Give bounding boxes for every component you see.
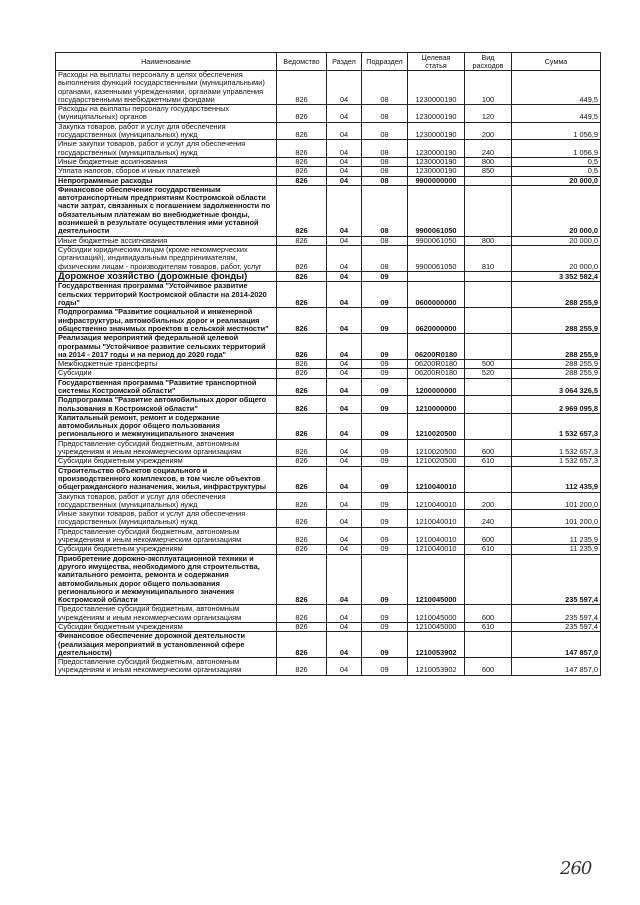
cell-name: Государственная программа "Развитие транспортной системы Костромской области": [56, 378, 277, 396]
cell-name: Предоставление субсидий бюджетным, автономным учреждениям и иным некоммерческим организациям: [56, 658, 277, 676]
cell-sum: 20 000,0: [512, 185, 601, 236]
cell-target: 1210040010: [408, 510, 465, 528]
cell-dept: 826: [277, 510, 327, 528]
cell-sum: 101 200,0: [512, 510, 601, 528]
cell-subsection: 09: [362, 527, 408, 545]
cell-name: Иные закупки товаров, работ и услуг для обеспечения государственных (муниципальных) нужд: [56, 140, 277, 158]
cell-sum: 235 597,4: [512, 623, 601, 632]
header-section: Раздел: [327, 53, 362, 71]
cell-target: 1230000190: [408, 71, 465, 105]
cell-target: 1200000000: [408, 378, 465, 396]
cell-target: 1210040010: [408, 527, 465, 545]
cell-target: [408, 271, 465, 282]
cell-subsection: 09: [362, 632, 408, 658]
cell-type: 850: [465, 167, 512, 176]
cell-section: 04: [327, 632, 362, 658]
cell-name: Иные закупки товаров, работ и услуг для обеспечения государственных (муниципальных) нужд: [56, 510, 277, 528]
cell-section: 04: [327, 122, 362, 140]
cell-type: [465, 413, 512, 439]
cell-sum: 20 000,0: [512, 245, 601, 271]
table-row: [56, 527, 601, 545]
cell-target: 9900000000: [408, 176, 465, 185]
header-dept: Ведомство: [277, 53, 327, 71]
cell-section: 04: [327, 71, 362, 105]
cell-name: Дорожное хозяйство (дорожные фонды): [56, 271, 277, 282]
cell-section: 04: [327, 492, 362, 510]
cell-dept: 826: [277, 492, 327, 510]
table-row: [56, 105, 601, 123]
table-row: [56, 457, 601, 466]
cell-subsection: 09: [362, 510, 408, 528]
cell-dept: 826: [277, 360, 327, 369]
cell-section: 04: [327, 413, 362, 439]
cell-subsection: 08: [362, 105, 408, 123]
table-header-row: [56, 53, 601, 71]
cell-type: [465, 378, 512, 396]
cell-type: 610: [465, 457, 512, 466]
cell-dept: 826: [277, 413, 327, 439]
cell-target: 0620000000: [408, 308, 465, 334]
cell-target: 0600000000: [408, 282, 465, 308]
cell-section: 04: [327, 554, 362, 605]
cell-section: 04: [327, 658, 362, 676]
cell-dept: 826: [277, 439, 327, 457]
cell-sum: 1 532 657,3: [512, 413, 601, 439]
cell-dept: 826: [277, 623, 327, 632]
cell-name: Субсидии бюджетным учреждениям: [56, 545, 277, 554]
cell-sum: 112 435,9: [512, 466, 601, 492]
cell-dept: 826: [277, 245, 327, 271]
cell-sum: 3 352 582,4: [512, 271, 601, 282]
cell-target: 1230000190: [408, 157, 465, 166]
cell-target: 06200R0180: [408, 369, 465, 378]
cell-dept: 826: [277, 167, 327, 176]
cell-subsection: 09: [362, 334, 408, 360]
cell-subsection: 08: [362, 245, 408, 271]
cell-target: 1210045000: [408, 623, 465, 632]
cell-subsection: 09: [362, 396, 408, 414]
cell-name: Подпрограмма "Развитие социальной и инженерной инфраструктуры, автомобильных дорог и реализация общественно значимых проектов в сельской местности": [56, 308, 277, 334]
cell-type: 810: [465, 245, 512, 271]
table-row: [56, 360, 601, 369]
cell-dept: 826: [277, 605, 327, 623]
cell-section: 04: [327, 236, 362, 245]
table-row: [56, 334, 601, 360]
cell-subsection: 09: [362, 554, 408, 605]
cell-sum: 288 255,9: [512, 282, 601, 308]
cell-dept: 826: [277, 122, 327, 140]
cell-name: Иные бюджетные ассигнования: [56, 157, 277, 166]
cell-sum: 0,5: [512, 157, 601, 166]
cell-dept: 826: [277, 396, 327, 414]
cell-sum: 449,5: [512, 105, 601, 123]
cell-type: 800: [465, 236, 512, 245]
cell-type: 800: [465, 157, 512, 166]
cell-dept: 826: [277, 105, 327, 123]
cell-section: 04: [327, 623, 362, 632]
cell-type: [465, 271, 512, 282]
cell-subsection: 08: [362, 167, 408, 176]
cell-name: Капитальный ремонт, ремонт и содержание автомобильных дорог общего пользования регионального и межмуниципального значения: [56, 413, 277, 439]
cell-dept: 826: [277, 334, 327, 360]
cell-target: 9900061050: [408, 245, 465, 271]
table-row: [56, 185, 601, 236]
table-row: [56, 554, 601, 605]
table-row: [56, 167, 601, 176]
cell-dept: 826: [277, 466, 327, 492]
cell-section: 04: [327, 605, 362, 623]
cell-name: Финансовое обеспечение государственным автотранспортным предприятиям Костромской области части затрат, связанных с погашением задолженности по обязательным платежам во внебюджетные фонды, возникшей в результате осуществления ими уставной деятельности: [56, 185, 277, 236]
cell-dept: 826: [277, 271, 327, 282]
table-row: [56, 545, 601, 554]
cell-target: 1210053902: [408, 632, 465, 658]
cell-dept: 826: [277, 185, 327, 236]
cell-type: 120: [465, 105, 512, 123]
cell-dept: 826: [277, 140, 327, 158]
cell-section: 04: [327, 334, 362, 360]
cell-type: 600: [465, 439, 512, 457]
cell-section: 04: [327, 360, 362, 369]
table-row: [56, 658, 601, 676]
cell-type: 200: [465, 492, 512, 510]
cell-subsection: 08: [362, 176, 408, 185]
cell-subsection: 09: [362, 271, 408, 282]
cell-subsection: 09: [362, 623, 408, 632]
table-row: [56, 245, 601, 271]
table-row: [56, 413, 601, 439]
header-sum: Сумма: [512, 53, 601, 71]
cell-section: 04: [327, 378, 362, 396]
cell-section: 04: [327, 185, 362, 236]
cell-type: 600: [465, 658, 512, 676]
cell-sum: 288 255,9: [512, 334, 601, 360]
cell-sum: 2 969 095,8: [512, 396, 601, 414]
cell-subsection: 08: [362, 236, 408, 245]
cell-dept: 826: [277, 527, 327, 545]
cell-dept: 826: [277, 157, 327, 166]
table-row: [56, 176, 601, 185]
cell-subsection: 09: [362, 457, 408, 466]
cell-subsection: 09: [362, 369, 408, 378]
cell-type: 600: [465, 527, 512, 545]
cell-dept: 826: [277, 378, 327, 396]
cell-subsection: 08: [362, 185, 408, 236]
cell-name: Субсидии: [56, 369, 277, 378]
table-row: [56, 282, 601, 308]
table-row: [56, 510, 601, 528]
table-row: [56, 122, 601, 140]
cell-name: Государственная программа "Устойчивое развитие сельских территорий Костромской области на 2014-2020 годы": [56, 282, 277, 308]
cell-sum: 288 255,9: [512, 369, 601, 378]
cell-name: Финансовое обеспечение дорожной деятельности (реализация мероприятий в установленной сфере деятельности): [56, 632, 277, 658]
cell-name: Закупка товаров, работ и услуг для обеспечения государственных (муниципальных) нужд: [56, 492, 277, 510]
cell-section: 04: [327, 457, 362, 466]
cell-type: [465, 334, 512, 360]
cell-subsection: 09: [362, 545, 408, 554]
cell-dept: 826: [277, 632, 327, 658]
cell-section: 04: [327, 545, 362, 554]
cell-name: Расходы на выплаты персоналу в целях обеспечения выполнения функций государственными (муниципальными) органами, казенными учреждениями, органами управления государственными внебюджетными фондами: [56, 71, 277, 105]
cell-subsection: 09: [362, 360, 408, 369]
cell-target: 1210040010: [408, 492, 465, 510]
cell-target: 1210045000: [408, 554, 465, 605]
header-name: Наименование: [56, 53, 277, 71]
table-row: [56, 378, 601, 396]
table-row: [56, 439, 601, 457]
cell-name: Строительство объектов социального и производственного комплексов, в том числе объектов общегражданского назначения, жилья, инфраструктуры: [56, 466, 277, 492]
table-row: [56, 396, 601, 414]
cell-name: Подпрограмма "Развитие автомобильных дорог общего пользования в Костромской области": [56, 396, 277, 414]
cell-type: [465, 396, 512, 414]
cell-target: 1210020500: [408, 413, 465, 439]
cell-dept: 826: [277, 176, 327, 185]
cell-dept: 826: [277, 282, 327, 308]
cell-target: 1230000190: [408, 105, 465, 123]
cell-target: 1230000190: [408, 140, 465, 158]
cell-subsection: 09: [362, 605, 408, 623]
cell-target: 06200R0180: [408, 334, 465, 360]
cell-dept: 826: [277, 658, 327, 676]
cell-type: 610: [465, 623, 512, 632]
cell-section: 04: [327, 245, 362, 271]
cell-sum: 449,5: [512, 71, 601, 105]
cell-name: Приобретение дорожно-эксплуатационной техники и другого имущества, необходимого для строительства, капитального ремонта, ремонта и содержания автомобильных дорог общего пользования регионального и межмуниципального значения Костромской области: [56, 554, 277, 605]
cell-sum: 0,5: [512, 167, 601, 176]
cell-subsection: 08: [362, 140, 408, 158]
cell-section: 04: [327, 466, 362, 492]
cell-name: Субсидии бюджетным учреждениям: [56, 623, 277, 632]
cell-type: 240: [465, 140, 512, 158]
cell-section: 04: [327, 105, 362, 123]
cell-target: 1210000000: [408, 396, 465, 414]
cell-name: Непрограммные расходы: [56, 176, 277, 185]
cell-type: [465, 554, 512, 605]
cell-sum: 288 255,9: [512, 308, 601, 334]
table-row: [56, 308, 601, 334]
budget-table: [55, 52, 601, 676]
cell-type: [465, 176, 512, 185]
cell-type: 240: [465, 510, 512, 528]
cell-type: [465, 308, 512, 334]
cell-sum: 147 857,0: [512, 632, 601, 658]
cell-subsection: 09: [362, 413, 408, 439]
page-number: 260: [560, 858, 592, 879]
cell-subsection: 09: [362, 492, 408, 510]
cell-type: [465, 185, 512, 236]
cell-sum: 147 857,0: [512, 658, 601, 676]
cell-name: Межбюджетные трансферты: [56, 360, 277, 369]
cell-subsection: 08: [362, 71, 408, 105]
cell-type: [465, 282, 512, 308]
cell-name: Уплата налогов, сборов и иных платежей: [56, 167, 277, 176]
table-row: [56, 492, 601, 510]
cell-section: 04: [327, 439, 362, 457]
cell-name: Реализация мероприятий федеральной целевой программы "Устойчивое развитие сельских территорий на 2014 - 2017 годы и на период до 2020 года": [56, 334, 277, 360]
cell-name: Закупка товаров, работ и услуг для обеспечения государственных (муниципальных) нужд: [56, 122, 277, 140]
cell-target: 9900061050: [408, 185, 465, 236]
cell-type: 520: [465, 369, 512, 378]
cell-section: 04: [327, 167, 362, 176]
cell-target: 1210053902: [408, 658, 465, 676]
cell-subsection: 08: [362, 122, 408, 140]
cell-sum: 11 235,9: [512, 527, 601, 545]
cell-subsection: 09: [362, 308, 408, 334]
cell-name: Иные бюджетные ассигнования: [56, 236, 277, 245]
cell-name: Предоставление субсидий бюджетным, автономным учреждениям и иным некоммерческим организациям: [56, 439, 277, 457]
cell-target: 1230000190: [408, 167, 465, 176]
cell-subsection: 08: [362, 157, 408, 166]
cell-sum: 20 000,0: [512, 236, 601, 245]
cell-subsection: 09: [362, 378, 408, 396]
cell-target: 1210020500: [408, 439, 465, 457]
cell-sum: 235 597,4: [512, 605, 601, 623]
cell-section: 04: [327, 527, 362, 545]
cell-target: 1210045000: [408, 605, 465, 623]
cell-dept: 826: [277, 236, 327, 245]
cell-target: 1210040010: [408, 545, 465, 554]
table-row: [56, 369, 601, 378]
cell-sum: 235 597,4: [512, 554, 601, 605]
cell-sum: 288 255,9: [512, 360, 601, 369]
table-row: [56, 140, 601, 158]
cell-type: [465, 466, 512, 492]
cell-sum: 1 532 657,3: [512, 457, 601, 466]
table-row: [56, 71, 601, 105]
cell-sum: 101 200,0: [512, 492, 601, 510]
cell-dept: 826: [277, 554, 327, 605]
cell-subsection: 09: [362, 439, 408, 457]
cell-section: 04: [327, 271, 362, 282]
cell-sum: 3 064 326,5: [512, 378, 601, 396]
cell-section: 04: [327, 308, 362, 334]
cell-dept: 826: [277, 71, 327, 105]
table-row: [56, 466, 601, 492]
cell-dept: 826: [277, 308, 327, 334]
cell-dept: 826: [277, 457, 327, 466]
cell-target: 9900061050: [408, 236, 465, 245]
cell-sum: 20 000,0: [512, 176, 601, 185]
cell-type: 600: [465, 605, 512, 623]
cell-name: Субсидии юридическим лицам (кроме некоммерческих организаций), индивидуальным предпринимателям, физическим лицам - производителям товаров, работ, услуг: [56, 245, 277, 271]
cell-name: Расходы на выплаты персоналу государственных (муниципальных) органов: [56, 105, 277, 123]
cell-name: Предоставление субсидий бюджетным, автономным учреждениям и иным некоммерческим организациям: [56, 527, 277, 545]
cell-section: 04: [327, 510, 362, 528]
cell-section: 04: [327, 140, 362, 158]
cell-section: 04: [327, 157, 362, 166]
cell-dept: 826: [277, 545, 327, 554]
table-row: [56, 271, 601, 282]
header-subsection: Подраздел: [362, 53, 408, 71]
cell-sum: 1 056,9: [512, 140, 601, 158]
cell-name: Предоставление субсидий бюджетным, автономным учреждениям и иным некоммерческим организациям: [56, 605, 277, 623]
cell-sum: 1 532 657,3: [512, 439, 601, 457]
cell-section: 04: [327, 369, 362, 378]
cell-target: 1210020500: [408, 457, 465, 466]
cell-type: 200: [465, 122, 512, 140]
cell-section: 04: [327, 282, 362, 308]
header-target: Целевая статья: [408, 53, 465, 71]
cell-sum: 11 235,9: [512, 545, 601, 554]
cell-target: 06200R0180: [408, 360, 465, 369]
header-type: Вид расходов: [465, 53, 512, 71]
cell-type: 100: [465, 71, 512, 105]
cell-sum: 1 056,9: [512, 122, 601, 140]
cell-type: 610: [465, 545, 512, 554]
cell-type: [465, 632, 512, 658]
cell-section: 04: [327, 176, 362, 185]
table-row: [56, 632, 601, 658]
cell-type: 500: [465, 360, 512, 369]
cell-subsection: 09: [362, 658, 408, 676]
cell-section: 04: [327, 396, 362, 414]
cell-name: Субсидии бюджетным учреждениям: [56, 457, 277, 466]
table-row: [56, 605, 601, 623]
cell-target: 1210040010: [408, 466, 465, 492]
cell-subsection: 09: [362, 466, 408, 492]
cell-subsection: 09: [362, 282, 408, 308]
cell-target: 1230000190: [408, 122, 465, 140]
cell-dept: 826: [277, 369, 327, 378]
table-body: [56, 71, 601, 676]
